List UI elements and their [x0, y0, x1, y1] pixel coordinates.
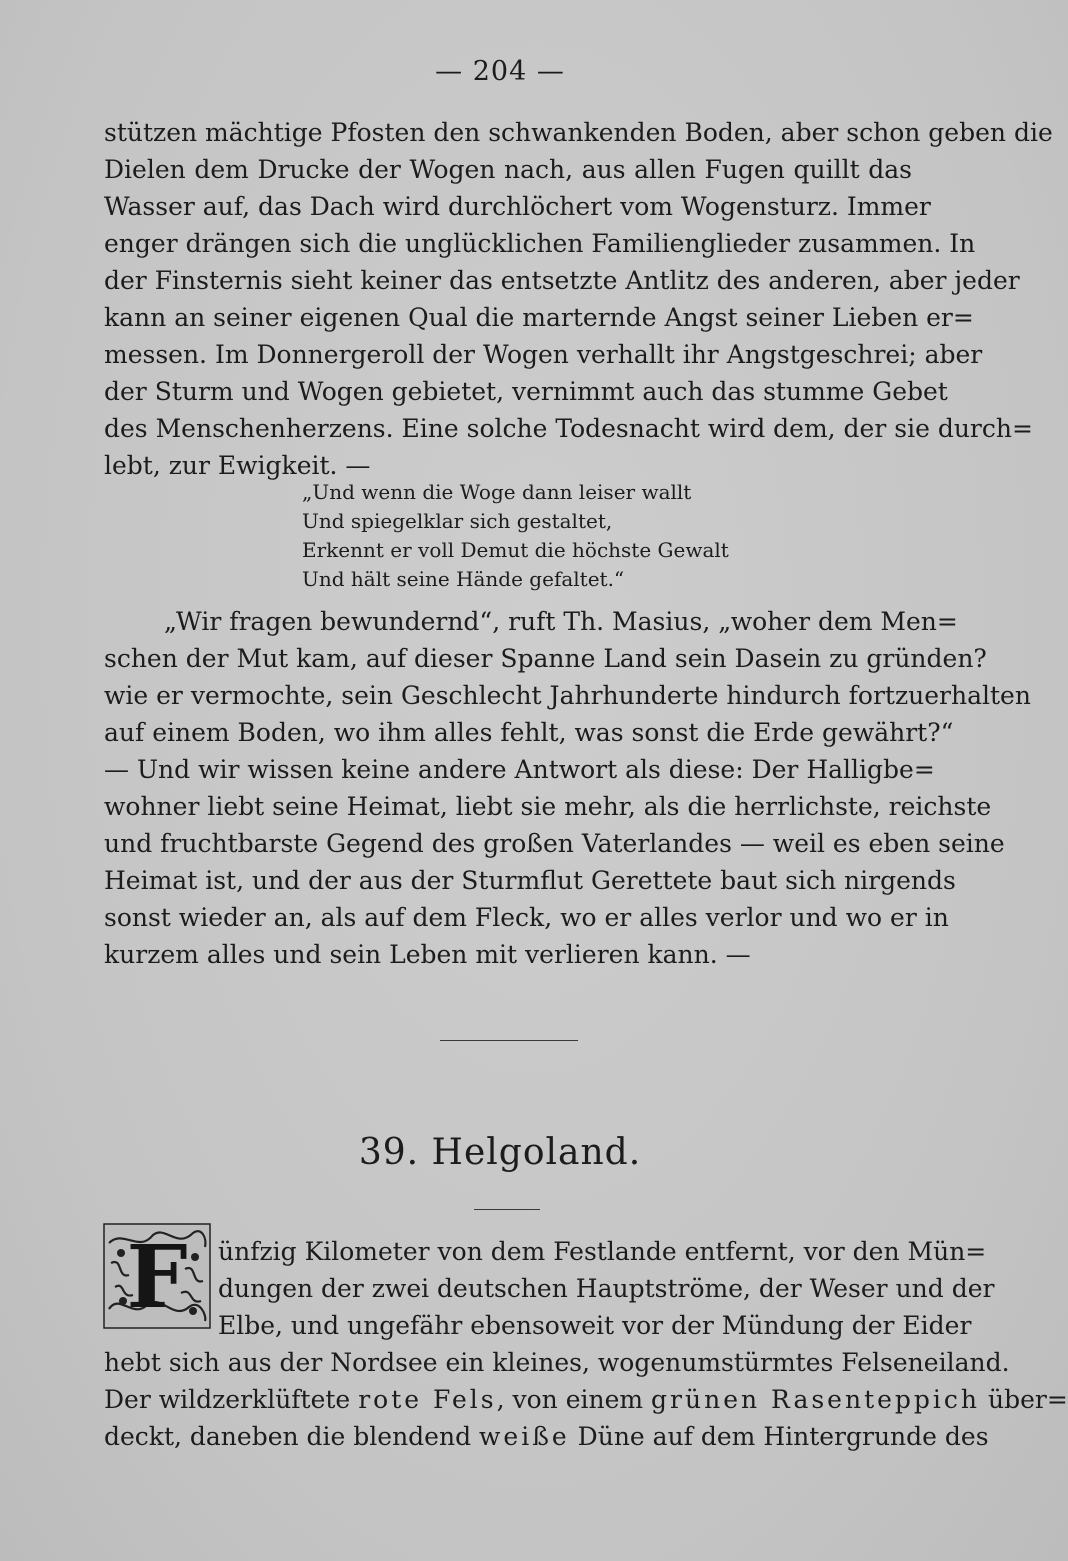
text-run: Der wildzerklüftete: [104, 1385, 351, 1414]
text-run: , von einem: [496, 1385, 644, 1414]
text-line: — Und wir wissen keine andere Antwort als diese: Der Halligbe=: [104, 755, 935, 784]
spaced-emphasis: rote Fels: [358, 1385, 497, 1414]
text-line: messen. Im Donnergeroll der Wogen verhallt ihr Angstgeschrei; aber: [104, 340, 983, 369]
text-line: hebt sich aus der Nordsee ein kleines, wogenumstürmtes Felseneiland.: [104, 1348, 1010, 1377]
text-line: wohner liebt seine Heimat, liebt sie mehr, als die herrlichste, reichste: [104, 792, 992, 821]
text-run: Düne auf dem Hintergrunde des: [577, 1422, 989, 1451]
poem-line: Und hält seine Hände gefaltet.“: [302, 567, 625, 591]
text-line: Wasser auf, das Dach wird durchlöchert vom Wogensturz. Immer: [104, 192, 931, 221]
poem-line: Erkennt er voll Demut die höchste Gewalt: [302, 538, 729, 562]
text-run: deckt, daneben die blendend: [104, 1422, 472, 1451]
poem-quote: [302, 478, 802, 594]
text-line: [104, 1418, 989, 1455]
text-line: wie er vermochte, sein Geschlecht Jahrhunderte hindurch fortzuerhalten: [104, 681, 1031, 710]
spaced-emphasis: weiße: [479, 1422, 570, 1451]
text-line: lebt, zur Ewigkeit. —: [104, 451, 371, 480]
text-line: kurzem alles und sein Leben mit verlieren kann. —: [104, 940, 751, 969]
page-number: — 204 —: [435, 56, 565, 87]
text-line: Elbe, und ungefähr ebensoweit vor der Mündung der Eider: [218, 1311, 972, 1340]
text-line: sonst wieder an, als auf dem Fleck, wo er alles verlor und wo er in: [104, 903, 949, 932]
text-line: kann an seiner eigenen Qual die marternde Angst seiner Lieben er=: [104, 303, 974, 332]
heading-underline: [474, 1209, 540, 1210]
poem-line: „Und wenn die Woge dann leiser wallt: [302, 480, 692, 504]
text-line: und fruchtbarste Gegend des großen Vaterlandes — weil es eben seine: [104, 829, 1005, 858]
section-heading: 39. Helgoland.: [358, 1132, 642, 1173]
text-line: ünfzig Kilometer von dem Festlande entfernt, vor den Mün=: [218, 1237, 987, 1266]
paragraph-hallig-storm: [104, 114, 1053, 484]
dropcap-letter: F: [126, 1227, 188, 1328]
text-line: auf einem Boden, wo ihm alles fehlt, was sonst die Erde gewährt?“: [104, 718, 954, 747]
text-line: enger drängen sich die unglücklichen Familienglieder zusammen. In: [104, 229, 976, 258]
text-line: [104, 1381, 1068, 1418]
poem-line: Und spiegelklar sich gestaltet,: [302, 509, 613, 533]
text-line: dungen der zwei deutschen Hauptströme, der Weser und der: [218, 1274, 995, 1303]
text-line: „Wir fragen bewundernd“, ruft Th. Masius, „woher dem Men=: [164, 607, 958, 636]
text-line: Dielen dem Drucke der Wogen nach, aus allen Fugen quillt das: [104, 155, 912, 184]
text-line: stützen mächtige Pfosten den schwankenden Boden, aber schon geben die: [104, 118, 1053, 147]
text-line: schen der Mut kam, auf dieser Spanne Land sein Dasein zu gründen?: [104, 644, 987, 673]
text-line: der Sturm und Wogen gebietet, vernimmt auch das stumme Gebet: [104, 377, 948, 406]
text-line: des Menschenherzens. Eine solche Todesnacht wird dem, der sie durch=: [104, 414, 1033, 443]
paragraph-masius-quote: [104, 603, 1031, 973]
spaced-emphasis: grünen Rasenteppich: [651, 1385, 981, 1414]
text-run: über=: [987, 1385, 1068, 1414]
text-line: der Finsternis sieht keiner das entsetzte Antlitz des anderen, aber jeder: [104, 266, 1020, 295]
paragraph-helgoland-intro: [104, 1233, 1068, 1455]
text-line: Heimat ist, und der aus der Sturmflut Gerettete baut sich nirgends: [104, 866, 956, 895]
section-divider: [440, 1040, 578, 1041]
